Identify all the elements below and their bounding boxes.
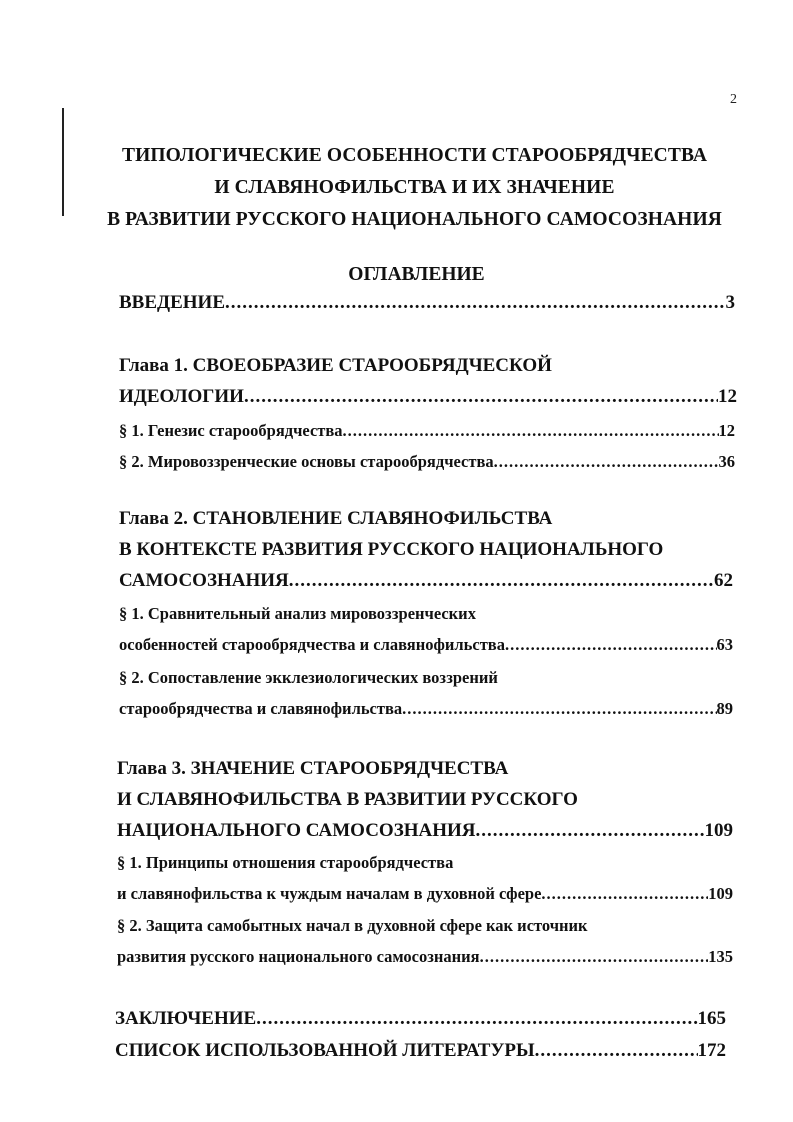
document-title	[0, 140, 793, 236]
section-line: § 1. Сравнительный анализ мировоззренческих	[119, 604, 476, 623]
dot-leader	[343, 421, 719, 441]
entry-page: 12	[718, 386, 737, 407]
chapter-line: ИДЕОЛОГИИ	[119, 386, 244, 407]
chapter-line: В КОНТЕКСТЕ РАЗВИТИЯ РУССКОГО НАЦИОНАЛЬНОГО	[119, 539, 664, 560]
entry-page: 12	[718, 421, 735, 440]
entry-page: 62	[714, 570, 733, 591]
title-line-1: ТИПОЛОГИЧЕСКИЕ ОСОБЕННОСТИ СТАРООБРЯДЧЕСТВА	[121, 145, 708, 166]
chapter-line: Глава 2. СТАНОВЛЕНИЕ СЛАВЯНОФИЛЬСТВА	[119, 508, 553, 529]
entry-page: 3	[725, 292, 735, 313]
entry-page: 109	[704, 820, 733, 841]
dot-leader	[480, 947, 709, 967]
toc-entry-section-2-2[interactable]	[119, 668, 733, 730]
toc-entry-bibliography[interactable]	[115, 1040, 726, 1071]
toc-entry-chapter-3[interactable]	[117, 758, 733, 851]
dot-leader	[541, 884, 708, 904]
dot-leader	[494, 452, 719, 472]
entry-page: 165	[697, 1008, 726, 1029]
entry-label: § 1. Генезис старообрядчества	[119, 421, 343, 440]
title-line-3: В РАЗВИТИИ РУССКОГО НАЦИОНАЛЬНОГО САМОСОЗНАНИЯ	[107, 209, 722, 230]
chapter-line: САМОСОЗНАНИЯ	[119, 570, 289, 591]
dot-leader	[244, 386, 718, 408]
dot-leader	[225, 292, 726, 314]
section-line: развития русского национального самосознания	[117, 947, 480, 966]
section-line: особенностей старообрядчества и славянофильства	[119, 635, 505, 654]
section-line: § 1. Принципы отношения старообрядчества	[117, 853, 454, 872]
entry-page: 172	[697, 1040, 726, 1061]
dot-leader	[535, 1040, 698, 1062]
chapter-line: И СЛАВЯНОФИЛЬСТВА В РАЗВИТИИ РУССКОГО	[117, 789, 578, 810]
section-line: старообрядчества и славянофильства	[119, 699, 403, 718]
chapter-line: НАЦИОНАЛЬНОГО САМОСОЗНАНИЯ	[117, 820, 476, 841]
toc-entry-introduction[interactable]	[119, 292, 735, 323]
dot-leader	[402, 699, 716, 719]
section-line: § 2. Защита самобытных начал в духовной сфере как источник	[117, 916, 588, 935]
toc-entry-chapter-2[interactable]	[119, 508, 733, 601]
toc-entry-chapter-1[interactable]	[119, 355, 737, 417]
entry-page: 63	[716, 635, 733, 654]
toc-heading: ОГЛАВЛЕНИЕ	[348, 264, 485, 285]
entry-label: ЗАКЛЮЧЕНИЕ	[115, 1008, 257, 1029]
dot-leader	[505, 635, 717, 655]
entry-label: СПИСОК ИСПОЛЬЗОВАННОЙ ЛИТЕРАТУРЫ	[115, 1040, 535, 1061]
toc-entry-section-1-1[interactable]	[119, 421, 735, 452]
entry-label: § 2. Мировоззренческие основы старообрядчества	[119, 452, 494, 471]
entry-page: 135	[708, 947, 733, 966]
entry-page: 109	[708, 884, 733, 903]
dot-leader	[476, 820, 705, 842]
title-line-2: И СЛАВЯНОФИЛЬСТВА И ИХ ЗНАЧЕНИЕ	[214, 177, 615, 198]
toc-entry-section-3-1[interactable]	[117, 853, 733, 915]
page-number: 2	[730, 92, 737, 107]
entry-label: ВВЕДЕНИЕ	[119, 292, 225, 313]
entry-page: 89	[716, 699, 733, 718]
dot-leader	[289, 570, 714, 592]
toc-entry-section-3-2[interactable]	[117, 916, 733, 978]
chapter-line: Глава 3. ЗНАЧЕНИЕ СТАРООБРЯДЧЕСТВА	[117, 758, 509, 779]
toc-entry-section-1-2[interactable]	[119, 452, 735, 483]
section-line: и славянофильства к чуждым началам в духовной сфере	[117, 884, 542, 903]
toc-entry-section-2-1[interactable]	[119, 604, 733, 666]
chapter-line: Глава 1. СВОЕОБРАЗИЕ СТАРООБРЯДЧЕСКОЙ	[119, 355, 552, 376]
dot-leader	[256, 1008, 697, 1030]
toc-entry-conclusion[interactable]	[115, 1008, 726, 1039]
entry-page: 36	[718, 452, 735, 471]
section-line: § 2. Сопоставление экклезиологических воззрений	[119, 668, 498, 687]
